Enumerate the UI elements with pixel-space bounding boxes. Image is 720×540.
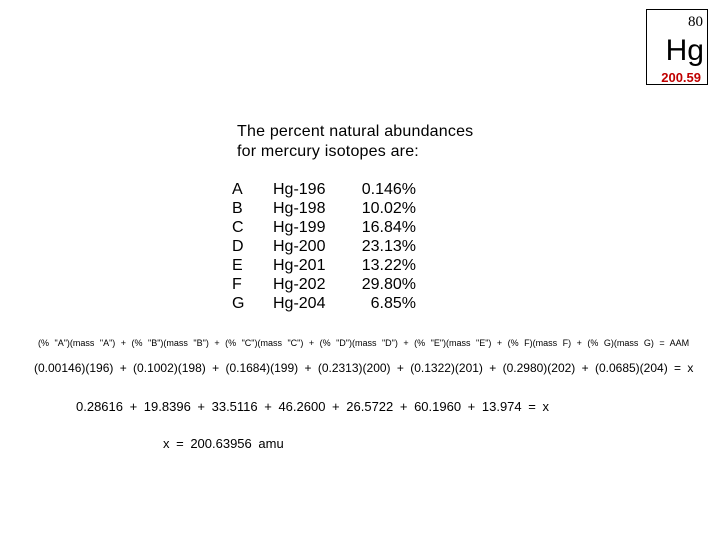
isotope-name: Hg-199 xyxy=(273,219,326,236)
isotope-abundance: 16.84% xyxy=(361,219,416,236)
isotope-name: Hg-201 xyxy=(273,257,326,274)
intro-line-2: for mercury isotopes are: xyxy=(237,143,419,160)
isotope-letter: G xyxy=(232,295,245,312)
result-equation: x = 200.63956 amu xyxy=(163,436,284,451)
isotope-letter: B xyxy=(232,200,243,217)
isotope-abundance: 13.22% xyxy=(361,257,416,274)
isotope-name: Hg-196 xyxy=(273,181,326,198)
element-tile xyxy=(646,9,708,85)
isotope-letter: A xyxy=(232,181,243,198)
element-symbol: Hg xyxy=(665,34,704,67)
isotope-abundance: 0.146% xyxy=(361,181,416,198)
products-equation: 0.28616 + 19.8396 + 33.5116 + 46.2600 + 26.5722 + 60.1960 + 13.974 = x xyxy=(76,399,549,414)
atomic-number: 80 xyxy=(688,14,703,30)
isotope-letter: F xyxy=(232,276,242,293)
substituted-equation: (0.00146)(196) + (0.1002)(198) + (0.1684)(199) + (0.2313)(200) + (0.1322)(201) + (0.2980)(202) + (0.0685)(204) = x xyxy=(34,361,694,375)
isotope-abundance: 6.85% xyxy=(370,295,416,312)
isotope-abundance: 10.02% xyxy=(361,200,416,217)
isotope-letter-column xyxy=(232,180,244,313)
isotope-name: Hg-202 xyxy=(273,276,326,293)
isotope-name-column xyxy=(273,180,325,313)
isotope-abundance: 29.80% xyxy=(361,276,416,293)
isotope-name: Hg-204 xyxy=(273,295,326,312)
intro-text xyxy=(237,122,473,162)
isotope-name: Hg-198 xyxy=(273,200,326,217)
isotope-letter: C xyxy=(232,219,244,236)
isotope-abundance-column xyxy=(360,180,416,313)
isotope-name: Hg-200 xyxy=(273,238,326,255)
isotope-letter: E xyxy=(232,257,243,274)
isotope-letter: D xyxy=(232,238,244,255)
intro-line-1: The percent natural abundances xyxy=(237,123,474,140)
isotope-abundance: 23.13% xyxy=(361,238,416,255)
atomic-mass: 200.59 xyxy=(661,70,701,85)
general-equation: (% "A")(mass "A") + (% "B")(mass "B") + (% "C")(mass "C") + (% "D")(mass "D") + (% "E")(mass "E") + (% F)(mass F) + (% G)(mass G) = AAM xyxy=(38,338,690,348)
